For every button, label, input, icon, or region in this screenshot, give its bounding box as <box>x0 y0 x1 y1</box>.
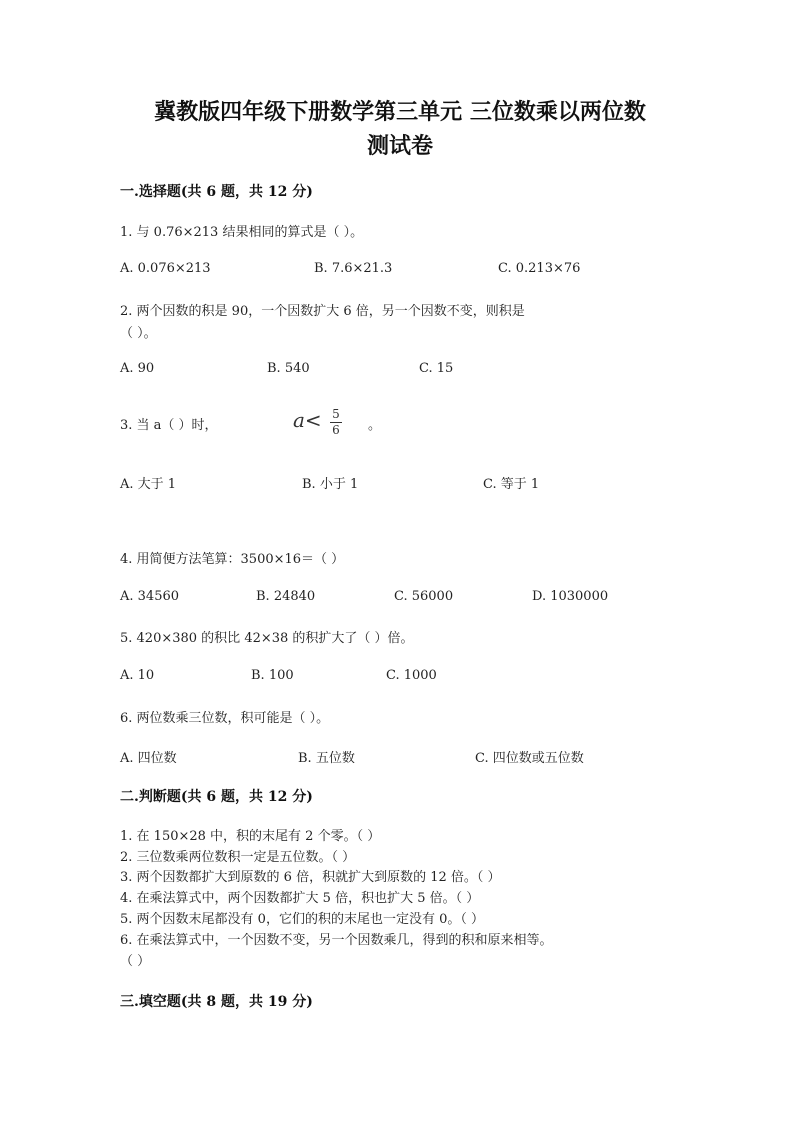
q6-option-a: A. 四位数 <box>120 751 177 766</box>
q6-option-b: B. 五位数 <box>298 751 355 766</box>
section-heading-choice: 一.选择题(共 6 题，共 12 分) <box>120 184 313 200</box>
q1-option-c: C. 0.213×76 <box>498 261 581 276</box>
judge-item-4: 4. 在乘法算式中，两个因数都扩大 5 倍，积也扩大 5 倍。（ ） <box>120 891 480 906</box>
judge-item-2: 2. 三位数乘两位数积一定是五位数。（ ） <box>120 850 356 865</box>
question-2-line1: 2. 两个因数的积是 90，一个因数扩大 6 倍，另一个因数不变，则积是 <box>120 304 525 319</box>
q3-option-c: C. 等于 1 <box>483 477 540 492</box>
q5-option-b: B. 100 <box>251 668 294 683</box>
q4-option-a: A. 34560 <box>120 589 180 604</box>
q1-option-b: B. 7.6×21.3 <box>314 261 393 276</box>
judge-item-5: 5. 两个因数末尾都没有 0，它们的积的末尾也一定没有 0。（ ） <box>120 912 484 927</box>
judge-item-6-cont: （ ） <box>120 954 151 969</box>
judge-item-1: 1. 在 150×28 中，积的末尾有 2 个零。（ ） <box>120 829 381 844</box>
math-expression-var: a< <box>293 408 322 432</box>
q3-option-a: A. 大于 1 <box>120 477 177 492</box>
question-2-line2: （ ）。 <box>120 326 157 341</box>
page-title-line1: 冀教版四年级下册数学第三单元 三位数乘以两位数 <box>154 99 646 125</box>
q6-option-c: C. 四位数或五位数 <box>475 751 584 766</box>
q2-option-a: A. 90 <box>120 361 155 376</box>
q2-option-c: C. 15 <box>419 361 454 376</box>
question-5: 5. 420×380 的积比 42×38 的积扩大了（ ）倍。 <box>120 631 414 646</box>
q4-option-c: C. 56000 <box>394 589 454 604</box>
judge-item-3: 3. 两个因数都扩大到原数的 6 倍，积就扩大到原数的 12 倍。（ ） <box>120 870 501 885</box>
fraction-denominator: 6 <box>332 423 340 437</box>
page-title-line2: 测试卷 <box>366 133 433 159</box>
question-4: 4. 用简便方法笔算：3500×16＝（ ） <box>120 552 345 567</box>
fraction-numerator: 5 <box>332 407 340 421</box>
q1-option-a: A. 0.076×213 <box>120 261 211 276</box>
question-6: 6. 两位数乘三位数，积可能是（ ）。 <box>120 711 330 726</box>
judge-item-6: 6. 在乘法算式中，一个因数不变，另一个因数乘几，得到的积和原来相等。 <box>120 933 553 948</box>
q4-option-d: D. 1030000 <box>532 589 609 604</box>
q4-option-b: B. 24840 <box>256 589 316 604</box>
q5-option-a: A. 10 <box>120 668 155 683</box>
q3-option-b: B. 小于 1 <box>302 477 359 492</box>
section-heading-judge: 二.判断题(共 6 题，共 12 分) <box>120 789 313 805</box>
question-3-end: 。 <box>368 418 382 433</box>
q2-option-b: B. 540 <box>267 361 310 376</box>
section-heading-fill: 三.填空题(共 8 题，共 19 分) <box>120 994 313 1010</box>
q5-option-c: C. 1000 <box>386 668 437 683</box>
question-1: 1. 与 0.76×213 结果相同的算式是（ ）。 <box>120 225 364 240</box>
question-3: 3. 当 a（ ）时， <box>120 418 218 433</box>
math-fraction <box>330 408 342 437</box>
